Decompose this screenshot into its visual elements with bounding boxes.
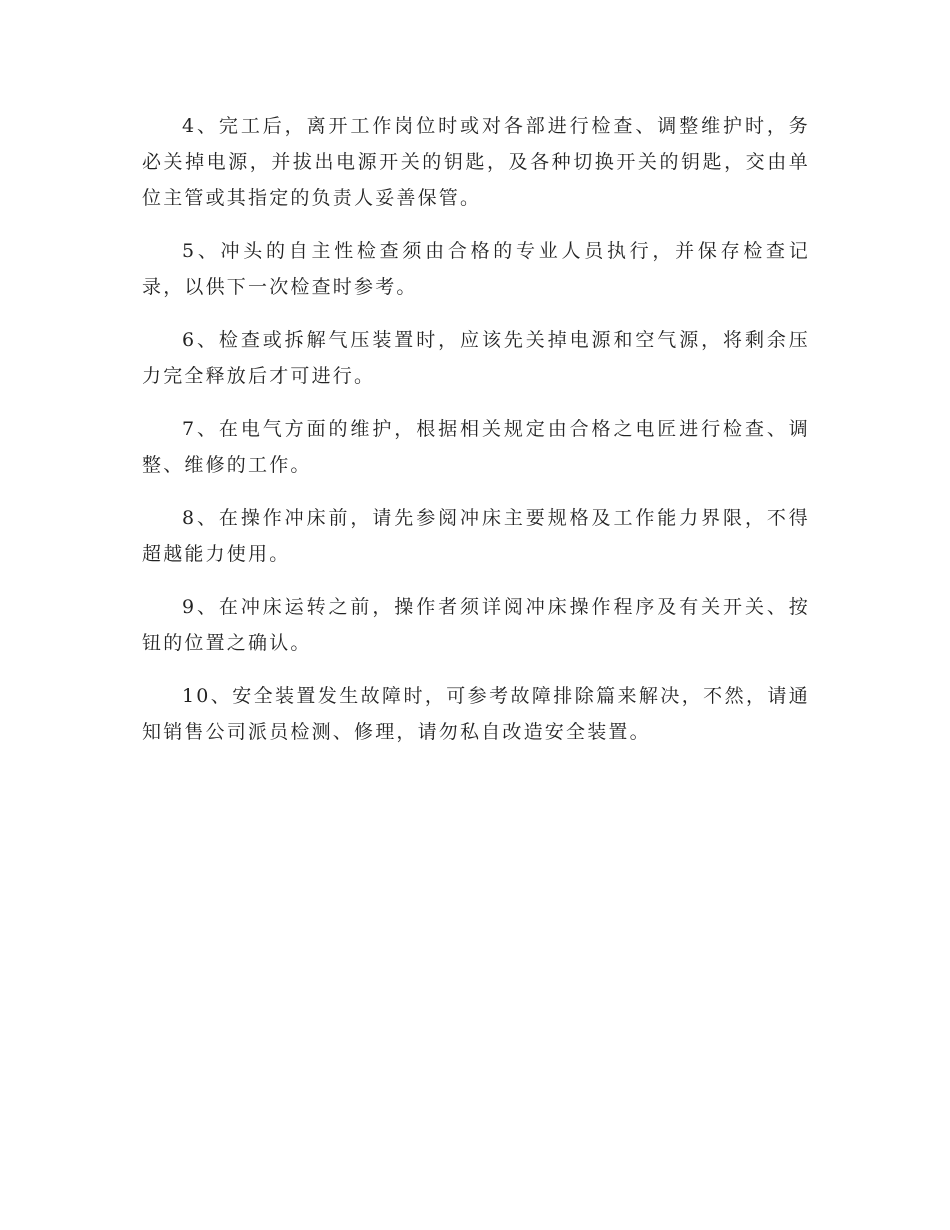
paragraph-item-4: 4、完工后，离开工作岗位时或对各部进行检查、调整维护时，务必关掉电源，并拔出电源开关的钥匙，及各种切换开关的钥匙，交由单位主管或其指定的负责人妥善保管。 (142, 115, 810, 209)
paragraph-item-10: 10、安全装置发生故障时，可参考故障排除篇来解决，不然，请通知销售公司派员检测、修理，请勿私自改造安全装置。 (142, 685, 810, 743)
paragraph-item-9: 9、在冲床运转之前，操作者须详阅冲床操作程序及有关开关、按钮的位置之确认。 (142, 596, 810, 654)
paragraph-item-8: 8、在操作冲床前，请先参阅冲床主要规格及工作能力界限，不得超越能力使用。 (142, 507, 810, 565)
paragraph-item-5: 5、冲头的自主性检查须由合格的专业人员执行，并保存检查记录，以供下一次检查时参考。 (142, 240, 810, 298)
paragraph-item-6: 6、检查或拆解气压装置时，应该先关掉电源和空气源，将剩余压力完全释放后才可进行。 (142, 329, 810, 387)
document-body (142, 108, 810, 767)
paragraph-item-7: 7、在电气方面的维护，根据相关规定由合格之电匠进行检查、调整、维修的工作。 (142, 418, 810, 476)
